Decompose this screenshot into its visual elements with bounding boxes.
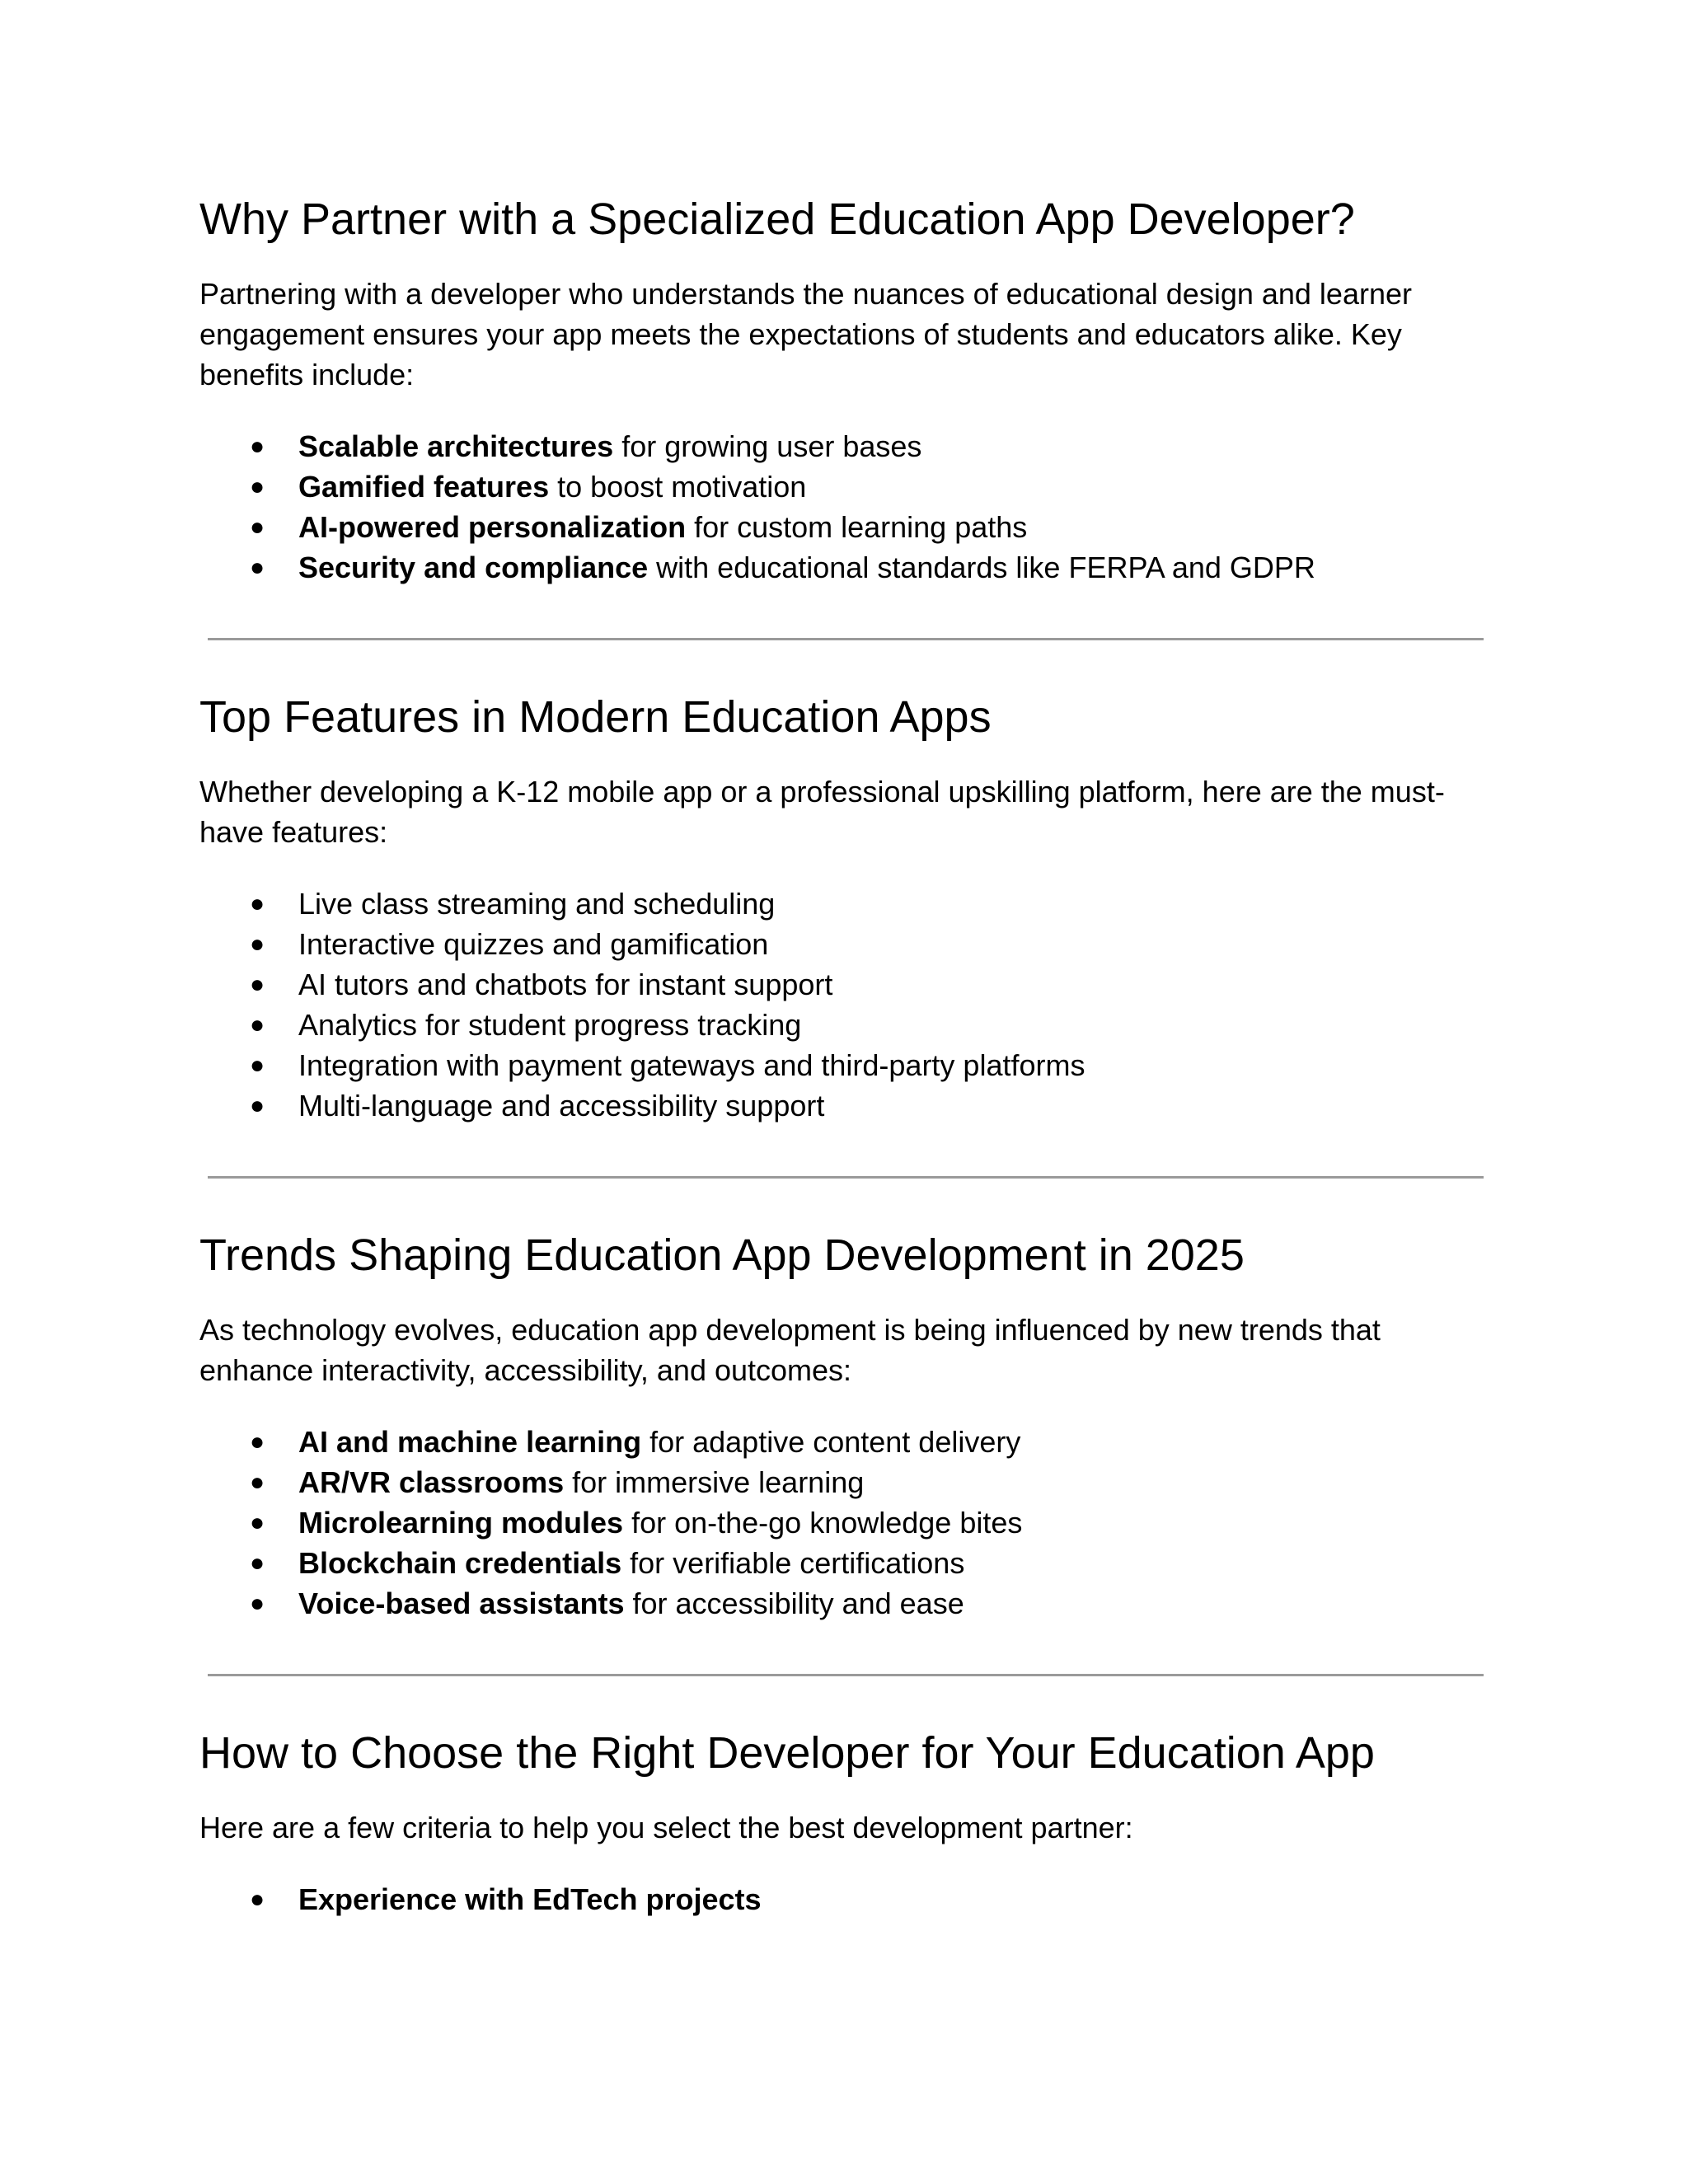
horizontal-divider (208, 638, 1484, 640)
list-item (199, 1005, 1485, 1045)
item-text: Analytics for student progress tracking (298, 1008, 802, 1042)
item-bold: Blockchain credentials (298, 1546, 622, 1580)
item-text: AI tutors and chatbots for instant support (298, 968, 833, 1001)
item-text: with educational standards like FERPA and GDPR (648, 551, 1315, 584)
bullet-list (199, 1879, 1485, 1919)
bullet-list (199, 426, 1485, 588)
section-intro: Here are a few criteria to help you select the best development partner: (199, 1811, 1133, 1844)
list-item (199, 1085, 1485, 1126)
list-item (199, 1502, 1485, 1543)
item-text: for accessibility and ease (624, 1586, 964, 1620)
bullet-icon: ● (250, 971, 265, 998)
item-bold: Voice-based assistants (298, 1586, 625, 1620)
list-item (199, 924, 1485, 964)
list-item (199, 1879, 1485, 1919)
bullet-icon: ● (250, 513, 265, 541)
item-bold: Microlearning modules (298, 1506, 624, 1540)
section-heading: How to Choose the Right Developer for Your Education App (199, 1728, 1375, 1778)
section-top-features (199, 691, 1485, 1126)
section-intro: Partnering with a developer who understands the nuances of educational design and learner engagement ensures your app meets the expectations of students and educators alike. Key benefits include: (199, 277, 1412, 391)
bullet-icon: ● (250, 1469, 265, 1496)
bullet-icon: ● (250, 1092, 265, 1119)
item-bold: Experience with EdTech projects (298, 1882, 762, 1916)
item-bold: Security and compliance (298, 551, 649, 584)
bullet-list (199, 883, 1485, 1126)
bullet-icon: ● (250, 1428, 265, 1455)
section-intro: Whether developing a K-12 mobile app or a professional upskilling platform, here are the must-have features: (199, 775, 1445, 849)
item-text: Interactive quizzes and gamification (298, 927, 769, 961)
list-item (199, 466, 1485, 507)
item-text: to boost motivation (549, 470, 807, 504)
item-bold: AR/VR classrooms (298, 1465, 565, 1499)
section-trends-2025 (199, 1229, 1485, 1624)
item-text: Multi-language and accessibility support (298, 1089, 825, 1122)
item-text: Integration with payment gateways and third-party platforms (298, 1048, 1085, 1082)
list-item (199, 1583, 1485, 1624)
bullet-icon: ● (250, 890, 265, 917)
bullet-icon: ● (250, 930, 265, 958)
document-content (199, 193, 1485, 1919)
section-intro: As technology evolves, education app development is being influenced by new trends that enhance interactivity, accessibility, and outcomes: (199, 1313, 1381, 1387)
item-text: Live class streaming and scheduling (298, 887, 776, 921)
section-heading: Top Features in Modern Education Apps (199, 692, 992, 742)
bullet-icon: ● (250, 433, 265, 460)
item-bold: AI and machine learning (298, 1425, 642, 1459)
list-item (199, 1543, 1485, 1583)
list-item (199, 1045, 1485, 1085)
section-choose-developer (199, 1727, 1485, 1919)
item-text: for on-the-go knowledge bites (623, 1506, 1023, 1540)
list-item (199, 883, 1485, 924)
list-item (199, 964, 1485, 1005)
section-heading: Trends Shaping Education App Development in 2025 (199, 1230, 1245, 1280)
bullet-icon: ● (250, 1549, 265, 1577)
list-item (199, 547, 1485, 588)
item-text: for verifiable certifications (621, 1546, 965, 1580)
bullet-icon: ● (250, 1886, 265, 1913)
bullet-icon: ● (250, 1590, 265, 1617)
bullet-list (199, 1422, 1485, 1624)
horizontal-divider (208, 1674, 1484, 1676)
list-item (199, 1422, 1485, 1462)
section-heading: Why Partner with a Specialized Education App Developer? (199, 194, 1355, 244)
item-bold: AI-powered personalization (298, 510, 687, 544)
bullet-icon: ● (250, 554, 265, 581)
item-bold: Scalable architectures (298, 429, 614, 463)
horizontal-divider (208, 1176, 1484, 1179)
item-text: for adaptive content delivery (641, 1425, 1021, 1459)
item-text: for immersive learning (564, 1465, 865, 1499)
item-bold: Gamified features (298, 470, 550, 504)
list-item (199, 507, 1485, 547)
list-item (199, 1462, 1485, 1502)
list-item (199, 426, 1485, 466)
bullet-icon: ● (250, 473, 265, 500)
bullet-icon: ● (250, 1509, 265, 1536)
item-text: for custom learning paths (686, 510, 1028, 544)
bullet-icon: ● (250, 1011, 265, 1038)
bullet-icon: ● (250, 1052, 265, 1079)
section-why-partner (199, 193, 1485, 588)
item-text: for growing user bases (613, 429, 922, 463)
